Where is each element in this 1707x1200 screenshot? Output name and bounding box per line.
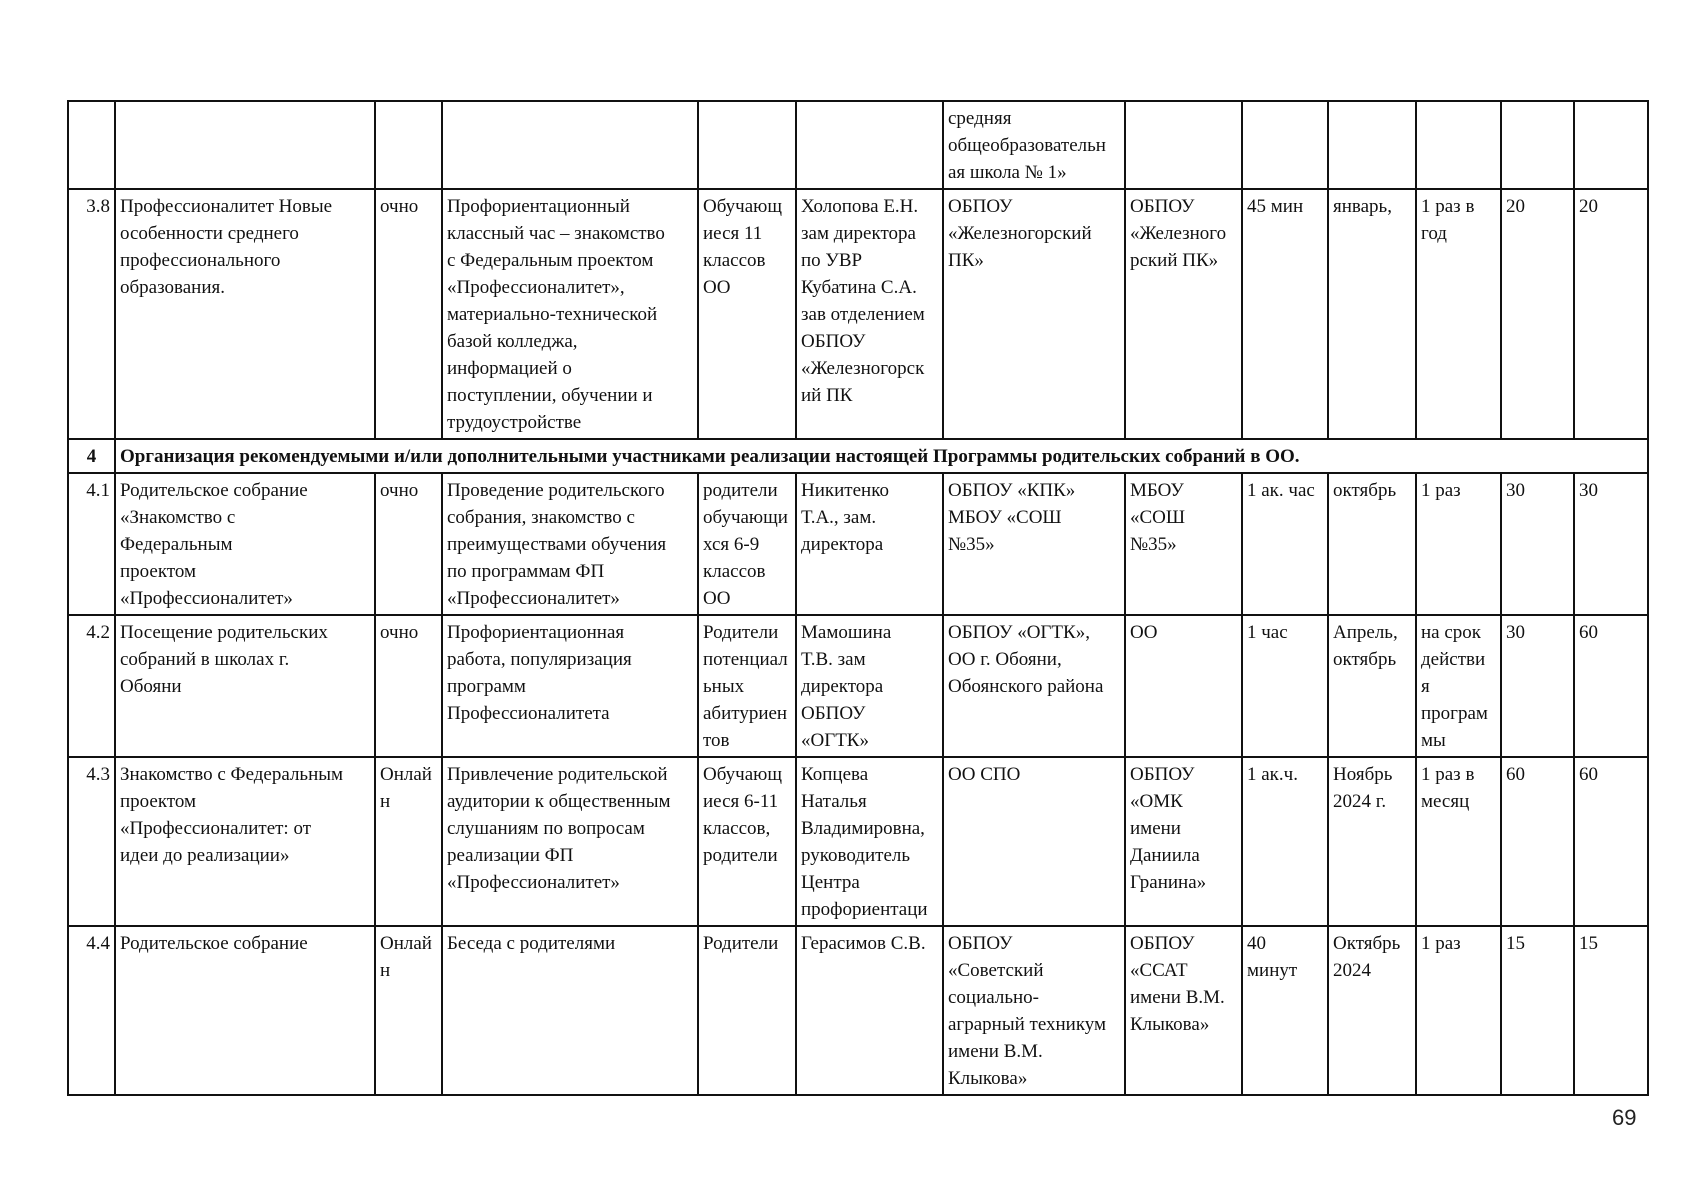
table-row bbox=[68, 757, 1648, 926]
cell-responsible bbox=[796, 926, 943, 1095]
cell-text: ОБПОУ bbox=[1130, 196, 1195, 217]
cell-text: «Знакомство с bbox=[120, 507, 236, 528]
cell-text: Т.В. зам bbox=[801, 649, 866, 670]
cell-text: с Федеральным проектом bbox=[447, 250, 654, 271]
cell-text: собраний в школах г. bbox=[120, 649, 290, 670]
cell-text: Знакомство с Федеральным bbox=[120, 764, 344, 785]
cell-text: трудоустройстве bbox=[447, 412, 582, 433]
cell-title bbox=[115, 926, 375, 1095]
cell-period bbox=[1328, 615, 1416, 757]
table-row bbox=[68, 101, 1648, 189]
cell-count2 bbox=[1574, 189, 1648, 439]
section-row bbox=[68, 439, 1648, 473]
cell-text: «ОМК bbox=[1130, 791, 1183, 812]
cell-duration bbox=[1242, 473, 1328, 615]
activities-table bbox=[67, 100, 1649, 1096]
cell-text: обучающи bbox=[703, 507, 788, 528]
cell-num bbox=[68, 615, 115, 757]
cell-text: Клыкова» bbox=[1130, 1014, 1210, 1035]
cell-org bbox=[943, 926, 1125, 1095]
cell-text: Апрель, bbox=[1333, 622, 1398, 643]
cell-period bbox=[1328, 189, 1416, 439]
cell-text: «ССАТ bbox=[1130, 960, 1188, 981]
cell-text: преимуществами обучения bbox=[447, 534, 667, 555]
cell-text: Федеральным bbox=[120, 534, 233, 555]
cell-text: классов, bbox=[703, 818, 771, 839]
cell-content bbox=[442, 926, 698, 1095]
cell-count2 bbox=[1574, 757, 1648, 926]
cell-text: Копцева bbox=[801, 764, 869, 785]
cell-text: 60 bbox=[1506, 764, 1525, 785]
cell-period bbox=[1328, 101, 1416, 189]
cell-frequency bbox=[1416, 473, 1501, 615]
cell-text: октябрь bbox=[1333, 480, 1397, 501]
cell-count2 bbox=[1574, 615, 1648, 757]
cell-text: директора bbox=[801, 676, 884, 697]
section-number: 4 bbox=[68, 439, 115, 473]
cell-text: материально-технической bbox=[447, 304, 658, 325]
cell-text: Беседа с родителями bbox=[447, 933, 616, 954]
cell-text: Центра bbox=[801, 872, 860, 893]
cell-text: 1 ак. час bbox=[1247, 480, 1315, 501]
cell-text: Герасимов С.В. bbox=[801, 933, 926, 954]
cell-text: ОБПОУ «КПК» bbox=[948, 480, 1076, 501]
cell-period bbox=[1328, 473, 1416, 615]
cell-text: ОБПОУ «ОГТК», bbox=[948, 622, 1090, 643]
cell-text: «ОГТК» bbox=[801, 730, 869, 751]
cell-frequency bbox=[1416, 926, 1501, 1095]
cell-text: Обояни bbox=[120, 676, 182, 697]
cell-text: идеи до реализации» bbox=[120, 845, 290, 866]
cell-num bbox=[68, 926, 115, 1095]
cell-org bbox=[943, 473, 1125, 615]
cell-text: профессионального bbox=[120, 250, 281, 271]
cell-venue bbox=[1125, 101, 1242, 189]
cell-text: тов bbox=[703, 730, 730, 751]
cell-num bbox=[68, 101, 115, 189]
cell-responsible bbox=[796, 473, 943, 615]
cell-form bbox=[375, 926, 442, 1095]
cell-text: потенциал bbox=[703, 649, 788, 670]
cell-count1 bbox=[1501, 615, 1574, 757]
cell-venue bbox=[1125, 473, 1242, 615]
cell-text: проектом bbox=[120, 791, 197, 812]
cell-text: средняя bbox=[948, 108, 1012, 129]
cell-content bbox=[442, 615, 698, 757]
cell-frequency bbox=[1416, 189, 1501, 439]
cell-text: действи bbox=[1421, 649, 1486, 670]
cell-content bbox=[442, 473, 698, 615]
cell-count2 bbox=[1574, 473, 1648, 615]
cell-text: Обоянского района bbox=[948, 676, 1104, 697]
cell-frequency bbox=[1416, 101, 1501, 189]
cell-text: «Профессионалитет: от bbox=[120, 818, 312, 839]
cell-text: МБОУ bbox=[1130, 480, 1184, 501]
cell-responsible bbox=[796, 189, 943, 439]
cell-participants bbox=[698, 189, 796, 439]
cell-text: ОБПОУ bbox=[801, 703, 866, 724]
cell-text: Обучающ bbox=[703, 196, 782, 217]
cell-text: классов bbox=[703, 250, 766, 271]
cell-text: 30 bbox=[1506, 480, 1525, 501]
cell-text: Родительское собрание bbox=[120, 480, 308, 501]
cell-text: Наталья bbox=[801, 791, 867, 812]
cell-text: 2024 г. bbox=[1333, 791, 1387, 812]
cell-text: проектом bbox=[120, 561, 197, 582]
cell-text: январь, bbox=[1333, 196, 1392, 217]
cell-text: год bbox=[1421, 223, 1447, 244]
cell-num bbox=[68, 473, 115, 615]
cell-participants bbox=[698, 101, 796, 189]
cell-participants bbox=[698, 615, 796, 757]
cell-text: ОО bbox=[703, 588, 731, 609]
cell-text: 1 час bbox=[1247, 622, 1288, 643]
cell-duration bbox=[1242, 757, 1328, 926]
cell-text: Кубатина С.А. bbox=[801, 277, 917, 298]
cell-text: «Советский bbox=[948, 960, 1044, 981]
cell-text: аграрный техникум bbox=[948, 1014, 1107, 1035]
cell-text: родители bbox=[703, 480, 778, 501]
cell-text: 45 мин bbox=[1247, 196, 1304, 217]
cell-text: хся 6-9 bbox=[703, 534, 760, 555]
cell-text: на срок bbox=[1421, 622, 1482, 643]
cell-text: минут bbox=[1247, 960, 1298, 981]
cell-text: рский ПК» bbox=[1130, 250, 1219, 271]
cell-text: Клыкова» bbox=[948, 1068, 1028, 1089]
cell-text: зав отделением bbox=[801, 304, 925, 325]
cell-text: имени В.М. bbox=[948, 1041, 1043, 1062]
cell-responsible bbox=[796, 101, 943, 189]
cell-frequency bbox=[1416, 757, 1501, 926]
cell-form bbox=[375, 101, 442, 189]
cell-text: базой колледжа, bbox=[447, 331, 578, 352]
cell-text: «Профессионалитет» bbox=[447, 588, 620, 609]
cell-text: «Профессионалитет» bbox=[447, 872, 620, 893]
cell-venue bbox=[1125, 615, 1242, 757]
cell-participants bbox=[698, 926, 796, 1095]
cell-org bbox=[943, 757, 1125, 926]
cell-text: Никитенко bbox=[801, 480, 889, 501]
cell-text: по УВР bbox=[801, 250, 863, 271]
table-row bbox=[68, 926, 1648, 1095]
cell-text: ОБПОУ bbox=[948, 196, 1013, 217]
cell-text: Профессионалитета bbox=[447, 703, 610, 724]
cell-text: ОО bbox=[1130, 622, 1158, 643]
cell-text: очно bbox=[380, 622, 419, 643]
cell-text: 4.1 bbox=[86, 480, 110, 501]
cell-text: социально- bbox=[948, 987, 1040, 1008]
cell-text: 15 bbox=[1579, 933, 1598, 954]
cell-org bbox=[943, 615, 1125, 757]
cell-text: ОБПОУ bbox=[1130, 933, 1195, 954]
cell-text: слушаниям по вопросам bbox=[447, 818, 645, 839]
cell-responsible bbox=[796, 615, 943, 757]
cell-count1 bbox=[1501, 757, 1574, 926]
cell-count2 bbox=[1574, 101, 1648, 189]
cell-text: 1 ак.ч. bbox=[1247, 764, 1298, 785]
cell-text: 4.3 bbox=[86, 764, 110, 785]
cell-form bbox=[375, 189, 442, 439]
cell-title bbox=[115, 189, 375, 439]
cell-text: 4.4 bbox=[86, 933, 110, 954]
cell-text: очно bbox=[380, 196, 419, 217]
cell-participants bbox=[698, 473, 796, 615]
cell-text: «Железногорск bbox=[801, 358, 925, 379]
cell-text: Родительское собрание bbox=[120, 933, 308, 954]
cell-text: Проведение родительского bbox=[447, 480, 665, 501]
cell-text: 1 раз в bbox=[1421, 196, 1475, 217]
cell-content bbox=[442, 189, 698, 439]
cell-text: Родители bbox=[703, 622, 779, 643]
cell-frequency bbox=[1416, 615, 1501, 757]
cell-period bbox=[1328, 926, 1416, 1095]
cell-text: особенности среднего bbox=[120, 223, 299, 244]
cell-text: 1 раз в bbox=[1421, 764, 1475, 785]
cell-text: Обучающ bbox=[703, 764, 782, 785]
cell-text: Онлай bbox=[380, 933, 432, 954]
cell-text: ОО bbox=[703, 277, 731, 298]
cell-text: абитуриен bbox=[703, 703, 788, 724]
cell-text: я bbox=[1421, 676, 1430, 697]
cell-text: 60 bbox=[1579, 622, 1598, 643]
cell-text: ПК» bbox=[948, 250, 984, 271]
cell-text: Профориентационный bbox=[447, 196, 630, 217]
cell-text: ая школа № 1» bbox=[948, 162, 1067, 183]
cell-num bbox=[68, 189, 115, 439]
cell-count1 bbox=[1501, 101, 1574, 189]
cell-venue bbox=[1125, 926, 1242, 1095]
cell-venue bbox=[1125, 189, 1242, 439]
cell-org bbox=[943, 101, 1125, 189]
cell-text: ьных bbox=[703, 676, 745, 697]
cell-text: очно bbox=[380, 480, 419, 501]
cell-text: иеся 11 bbox=[703, 223, 763, 244]
cell-text: програм bbox=[1421, 703, 1488, 724]
cell-text: 30 bbox=[1579, 480, 1598, 501]
cell-text: работа, популяризация bbox=[447, 649, 632, 670]
cell-text: ОО г. Обояни, bbox=[948, 649, 1062, 670]
cell-content bbox=[442, 757, 698, 926]
cell-text: ий ПК bbox=[801, 385, 853, 406]
cell-count1 bbox=[1501, 473, 1574, 615]
cell-text: ОО СПО bbox=[948, 764, 1021, 785]
table-row bbox=[68, 189, 1648, 439]
cell-text: ОБПОУ bbox=[801, 331, 866, 352]
cell-text: 1 раз bbox=[1421, 480, 1461, 501]
cell-text: профориентаци bbox=[801, 899, 928, 920]
cell-text: поступлении, обучении и bbox=[447, 385, 653, 406]
cell-text: 60 bbox=[1579, 764, 1598, 785]
cell-text: Родители bbox=[703, 933, 779, 954]
cell-text: мы bbox=[1421, 730, 1446, 751]
cell-period bbox=[1328, 757, 1416, 926]
cell-text: классов bbox=[703, 561, 766, 582]
cell-text: руководитель bbox=[801, 845, 911, 866]
cell-duration bbox=[1242, 101, 1328, 189]
cell-text: МБОУ «СОШ bbox=[948, 507, 1062, 528]
cell-text: «Железного bbox=[1130, 223, 1227, 244]
cell-text: «Железногорский bbox=[948, 223, 1092, 244]
cell-text: Мамошина bbox=[801, 622, 892, 643]
cell-title bbox=[115, 101, 375, 189]
cell-text: Октябрь bbox=[1333, 933, 1401, 954]
cell-text: 15 bbox=[1506, 933, 1525, 954]
cell-text: общеобразовательн bbox=[948, 135, 1106, 156]
cell-text: директора bbox=[801, 534, 884, 555]
cell-text: н bbox=[380, 791, 391, 812]
cell-text: Посещение родительских bbox=[120, 622, 328, 643]
cell-text: н bbox=[380, 960, 391, 981]
cell-count2 bbox=[1574, 926, 1648, 1095]
cell-text: Профориентационная bbox=[447, 622, 625, 643]
cell-text: №35» bbox=[948, 534, 995, 555]
cell-text: Профессионалитет Новые bbox=[120, 196, 333, 217]
cell-text: 1 раз bbox=[1421, 933, 1461, 954]
cell-text: программ bbox=[447, 676, 526, 697]
cell-text: Ноябрь bbox=[1333, 764, 1393, 785]
cell-content bbox=[442, 101, 698, 189]
cell-title bbox=[115, 473, 375, 615]
cell-duration bbox=[1242, 189, 1328, 439]
cell-text: Холопова Е.Н. bbox=[801, 196, 919, 217]
cell-title bbox=[115, 757, 375, 926]
cell-text: 20 bbox=[1506, 196, 1525, 217]
page-number: 69 bbox=[1612, 1105, 1637, 1130]
cell-num bbox=[68, 757, 115, 926]
cell-text: Владимировна, bbox=[801, 818, 925, 839]
section-title: Организация рекомендуемыми и/или дополнительными участниками реализации настоящей Программы родительских собраний в ОО. bbox=[115, 439, 1648, 473]
cell-text: Гранина» bbox=[1130, 872, 1207, 893]
cell-text: «Профессионалитет» bbox=[120, 588, 293, 609]
cell-text: реализации ФП bbox=[447, 845, 574, 866]
cell-text: «Профессионалитет», bbox=[447, 277, 625, 298]
cell-duration bbox=[1242, 615, 1328, 757]
cell-participants bbox=[698, 757, 796, 926]
cell-text: аудитории к общественным bbox=[447, 791, 671, 812]
cell-org bbox=[943, 189, 1125, 439]
cell-text: родители bbox=[703, 845, 778, 866]
cell-text: 3.8 bbox=[86, 196, 110, 217]
cell-text: ОБПОУ bbox=[1130, 764, 1195, 785]
cell-title bbox=[115, 615, 375, 757]
cell-text: 4.2 bbox=[86, 622, 110, 643]
table-row bbox=[68, 473, 1648, 615]
cell-text: имени bbox=[1130, 818, 1181, 839]
cell-text: №35» bbox=[1130, 534, 1177, 555]
cell-form bbox=[375, 473, 442, 615]
cell-text: собрания, знакомство с bbox=[447, 507, 635, 528]
cell-text: 40 bbox=[1247, 933, 1266, 954]
cell-count1 bbox=[1501, 926, 1574, 1095]
cell-text: образования. bbox=[120, 277, 225, 298]
cell-text: «СОШ bbox=[1130, 507, 1186, 528]
cell-text: Онлай bbox=[380, 764, 432, 785]
cell-text: по программам ФП bbox=[447, 561, 605, 582]
cell-text: месяц bbox=[1421, 791, 1470, 812]
cell-text: 30 bbox=[1506, 622, 1525, 643]
cell-text: имени В.М. bbox=[1130, 987, 1225, 1008]
cell-text: 20 bbox=[1579, 196, 1598, 217]
cell-text: зам директора bbox=[801, 223, 916, 244]
cell-text: Т.А., зам. bbox=[801, 507, 877, 528]
cell-responsible bbox=[796, 757, 943, 926]
cell-text: классный час – знакомство bbox=[447, 223, 665, 244]
table-row bbox=[68, 615, 1648, 757]
cell-text: 2024 bbox=[1333, 960, 1371, 981]
cell-form bbox=[375, 757, 442, 926]
cell-text: октябрь bbox=[1333, 649, 1397, 670]
cell-text: иеся 6-11 bbox=[703, 791, 779, 812]
cell-text: Привлечение родительской bbox=[447, 764, 668, 785]
cell-count1 bbox=[1501, 189, 1574, 439]
cell-form bbox=[375, 615, 442, 757]
cell-duration bbox=[1242, 926, 1328, 1095]
cell-text: Даниила bbox=[1130, 845, 1200, 866]
cell-venue bbox=[1125, 757, 1242, 926]
cell-text: ОБПОУ bbox=[948, 933, 1013, 954]
cell-text: информацией о bbox=[447, 358, 572, 379]
